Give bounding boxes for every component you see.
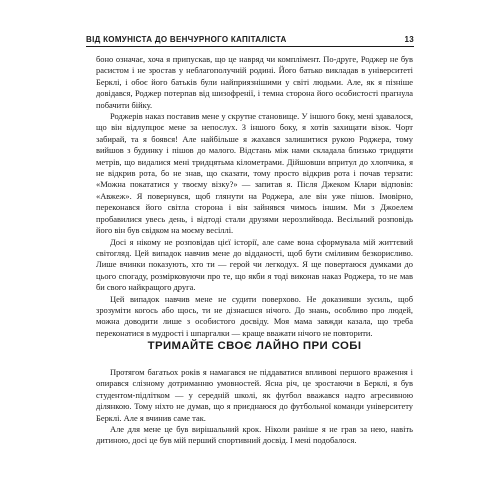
paragraph: Роджерів наказ поставив мене у скрутне становище. У іншого боку, мені здавалося, що він відлупцює мене за непослух. З іншого боку, я хотів захищати візок. Чорт забирай, та я боявся! Але найбільше я жахався залишитися рукою Роджера, тому вийшов з будинку і пішов до малого. Відстань між нами складала близько тридцяти метрів, що видалися мені тридцятьма кілометрами. Дійшовши впритул до хлопчика, я не відкрив рота, бо не знав, що сказати, тому просто відкрив рота і почав терзати: «Можна покататися у твоєму візку?» — запитав я. Після Джеком Клари відповів: «Авжеж». Я повернувся, щоб глянути на Роджера, але він уже пішов. Імовірно, переконався його світла сторона і він зайнявся чимось іншим. Ми з Джоелем пробавилися увесь день, і відтоді стали друзями нерозлийвода. Весільний розповідь його він був свідком на моєму весіллі. xyxy=(96,111,413,236)
body-text xyxy=(96,54,413,339)
running-header xyxy=(86,30,414,44)
header-rule xyxy=(86,46,414,47)
paragraph: Цей випадок навчив мене не судити поверхово. Не доказивши зусиль, щоб зрозуміти когось або щось, ти не дізнаєшся нічого. До знань, особливо про людей, можна доводити лише з особистого досвіду. Моя мама завжди казала, що треба переконатися в мудрості і шпаргалки — краще вважати нічого не повторити. xyxy=(96,293,413,338)
page-number: 13 xyxy=(404,35,414,44)
running-title: ВІД КОМУНІСТА ДО ВЕНЧУРНОГО КАПІТАЛІСТА xyxy=(86,35,287,44)
section-heading: ТРИМАЙТЕ СВОЄ ЛАЙНО ПРИ СОБІ xyxy=(147,340,362,352)
paragraph: Але для мене це був вирішальний крок. Ніколи раніше я не грав за нею, навіть дитиною, досі це був мій перший спортивний досвід. І мені подобалося. xyxy=(96,424,413,446)
paragraph-continued: боно означає, хоча я припускав, що це навряд чи комплімент. По-друге, Роджер не був расистом і не зростав у неблагополучній родині. Його батько викладав в університеті Берклі, і обоє його батьків були найприязнішими у світі людьми. Але, як я пізніше довідався, Роджер потерпав від шизофренії, і темна сторона його особистості прагнула побачити бійку. xyxy=(96,54,413,110)
paragraph: Протягом багатьох років я намагався не піддаватися впливові першого враження і опирався слізному дотриманню умовностей. Ясна річ, це зростаючи в Берклі, я був студентом-підлітком — у середній школі, як футбол вважався надто агресивною ділянкою. Тому ніхто не думав, що я приєднаюся до футбольної команди університету Берклі. Але я вчинив саме так. xyxy=(96,367,413,423)
body-text-section xyxy=(96,367,413,447)
paragraph: Досі я нікому не розповідав цієї історії, але саме вона сформувала мій життєвий світогляд. Цей випадок навчив мене до відданості, щоб бути сміливим безкорисливо. Лише вчинки показують, хто ти — герой чи легкодух. Я ще повертаюся думками до цього спогаду, розмірковуючи про те, що якби я тоді виконав наказ Роджера, то не мав би свого найкращого друга. xyxy=(96,236,413,293)
